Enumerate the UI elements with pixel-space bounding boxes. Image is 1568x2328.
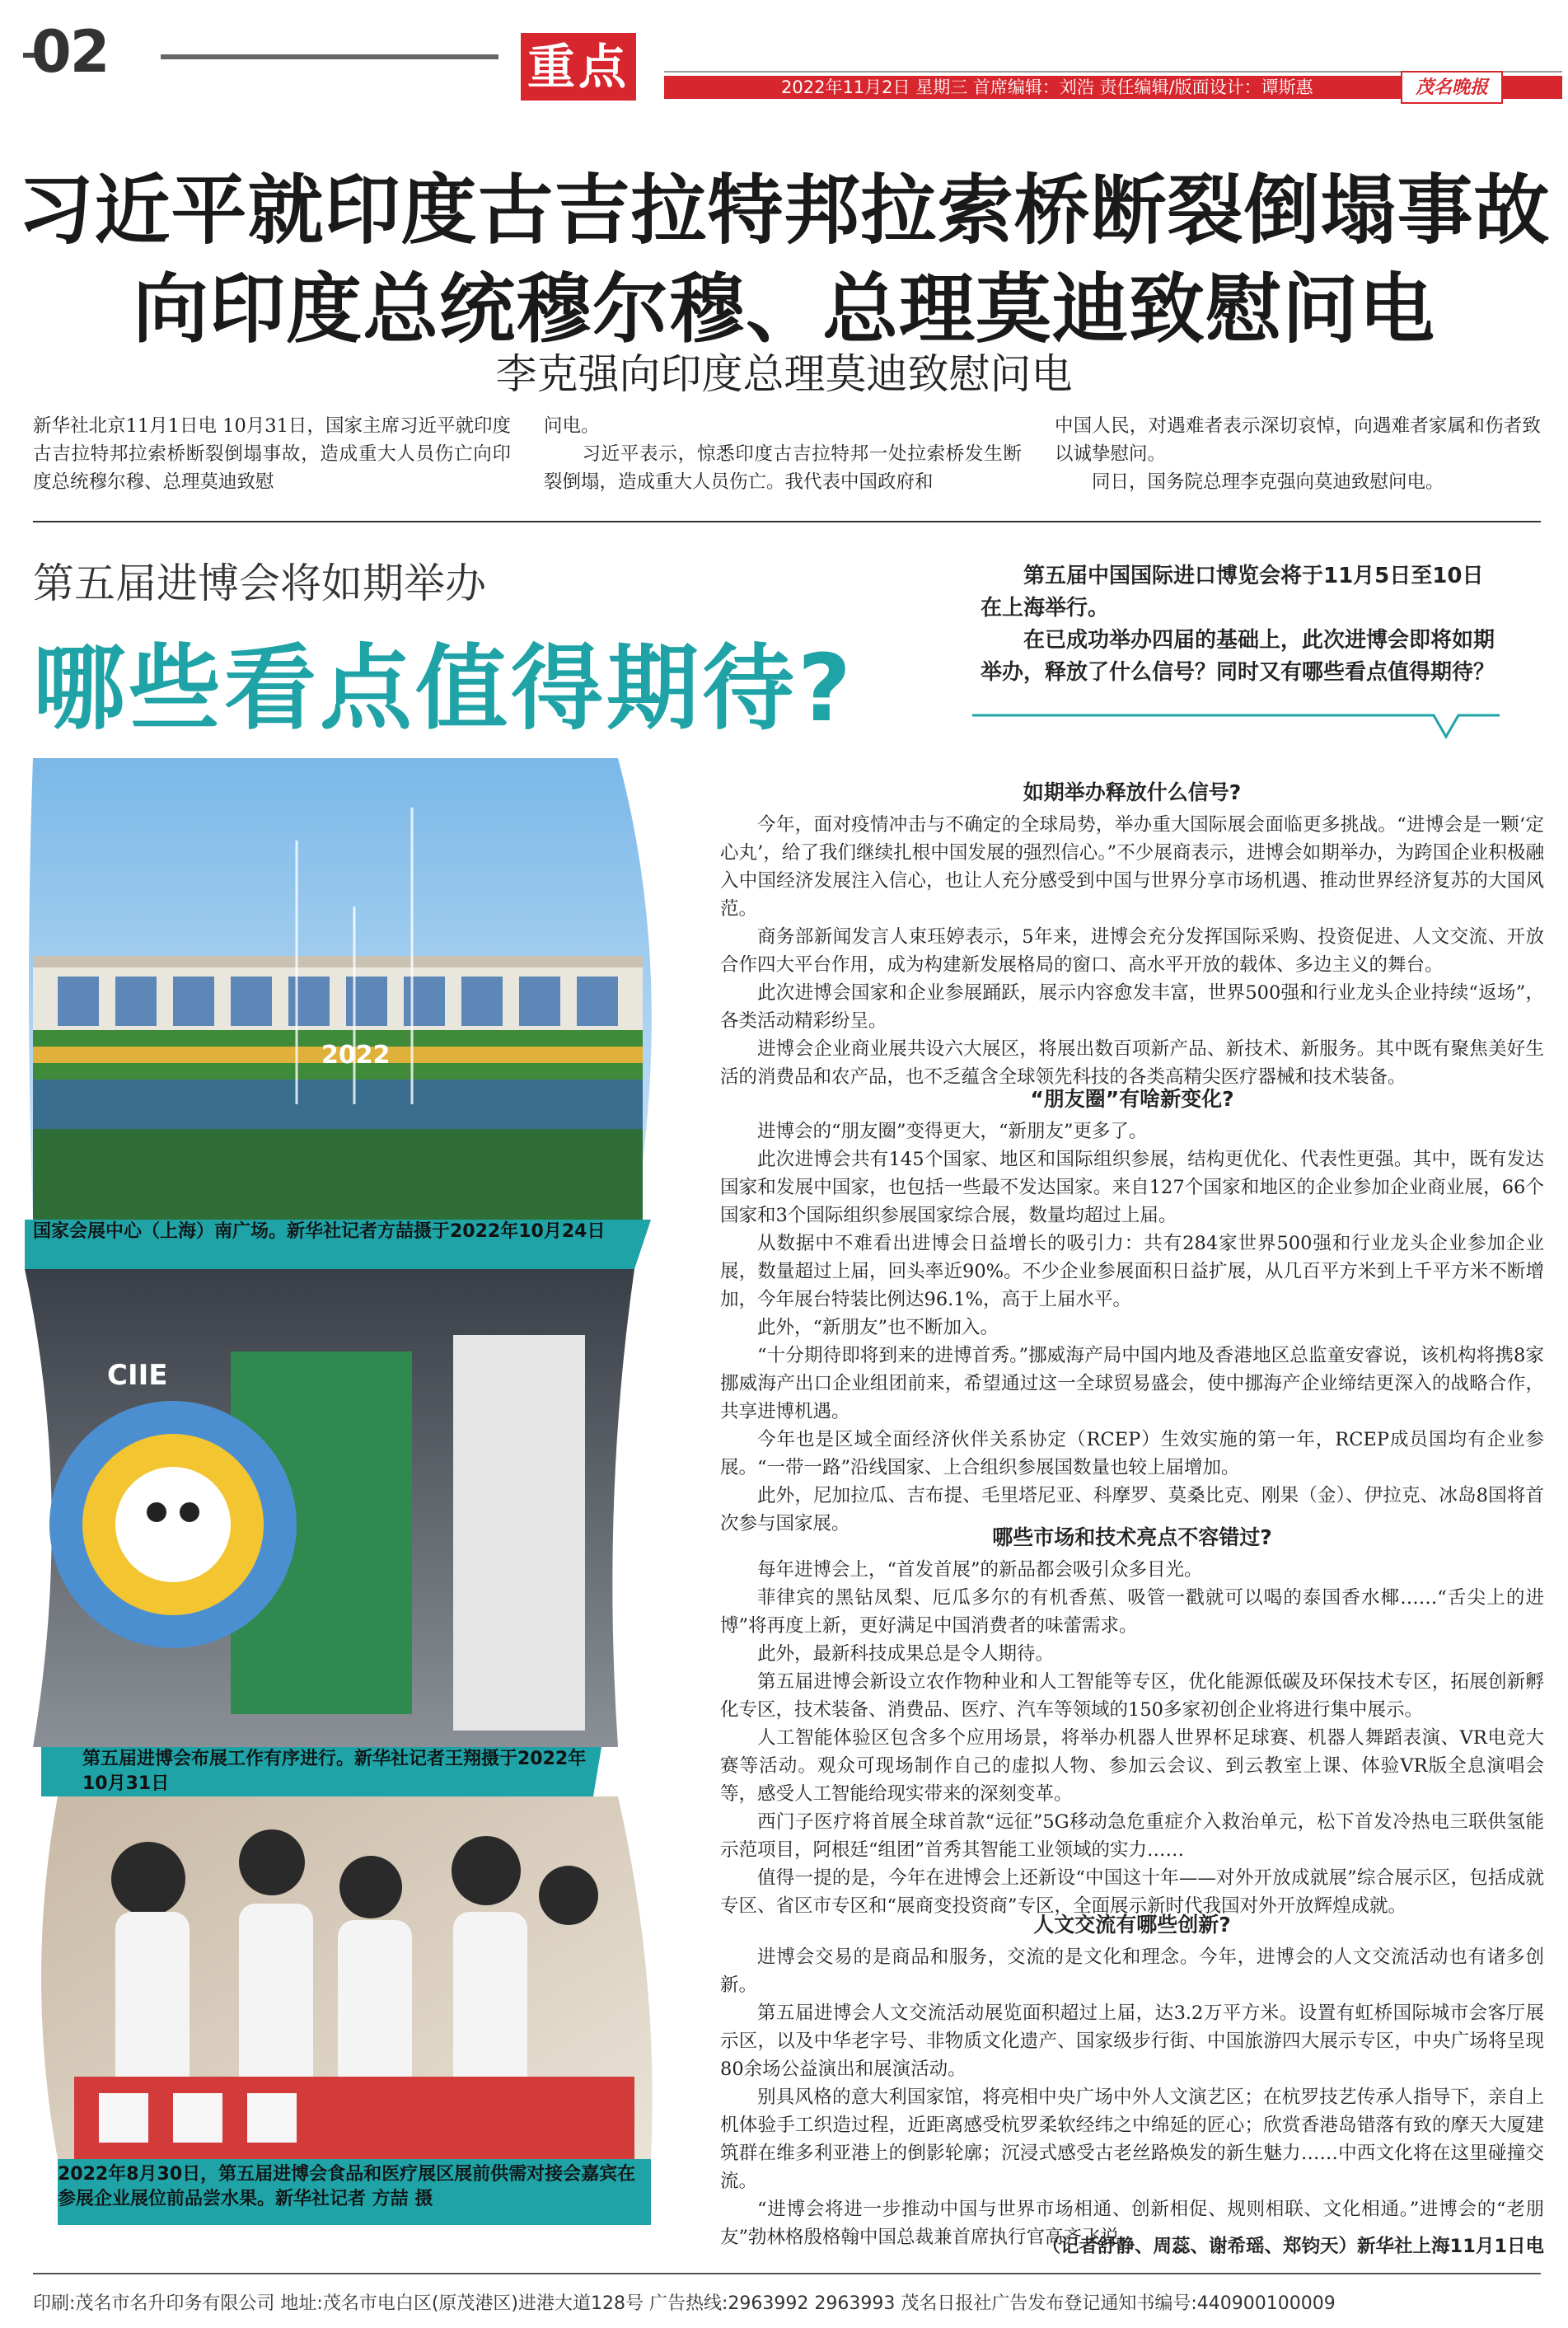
paragraph: 此外，尼加拉瓜、吉布提、毛里塔尼亚、科摩罗、莫桑比克、刚果（金）、伊拉克、冰岛8国将首次参与国家展。: [720, 1485, 1544, 1534]
paragraph: 第五届进博会人文交流活动展览面积超过上届，达3.2万平方米。设置有虹桥国际城市会客厅展示区，以及中华老字号、非物质文化遗产、国家级步行街、中国旅游四大展示专区，中央广场将呈现80余场公益演出和展演活动。: [720, 2002, 1544, 2080]
dateline: 2022年11月2日 星期三 首席编辑：刘浩 责任编辑/版面设计：谭斯惠: [781, 77, 1313, 97]
paragraph: 此次进博会共有145个国家、地区和国际组织参展，结构更优化、代表性更强。其中，既有发达国家和发展中国家，也包括一些最不发达国家。来自127个国家和地区的企业参加企业商业展，66个国家和3个国际组织参展国家综合展，数量均超过上届。: [720, 1149, 1544, 1226]
paragraph: 商务部新闻发言人束珏婷表示，5年来，进博会充分发挥国际采购、投资促进、人文交流、开放合作四大平台作用，成为构建新发展格局的窗口、高水平开放的载体、多边主义的舞台。: [720, 926, 1544, 976]
lead-column-2: 问电。 习近平表示，惊悉印度古吉拉特邦一处拉索桥发生断裂倒塌，造成重大人员伤亡。我代表中国政府和: [544, 415, 1022, 493]
section-badge: 重点: [521, 33, 636, 101]
section-body-culture: [720, 1943, 1544, 2251]
section-heading-signal: 如期举办释放什么信号?: [1023, 780, 1242, 804]
paragraph: 进博会交易的是商品和服务，交流的是文化和理念。今年，进博会的人文交流活动也有诸多创新。: [720, 1946, 1544, 1996]
paragraph: “十分期待即将到来的进博首秀。”挪威海产局中国内地及香港地区总监童安睿说，该机构将携8家挪威海产出口企业组团前来，希望通过这一全球贸易盛会，使中挪海产企业缔结更深入的战略合作，共享进博机遇。: [720, 1345, 1544, 1422]
story-divider: [33, 521, 1541, 522]
section-body-highlights: [720, 1556, 1544, 1920]
lead-headline-line2: 向印度总统穆尔穆、总理莫迪致慰问电: [132, 265, 1435, 354]
paragraph: 值得一提的是，今年在进博会上还新设“中国这十年——对外开放成就展”综合展示区，包括成就专区、省区市专区和“展商变投资商”专区，全面展示新时代我国对外开放辉煌成就。: [720, 1867, 1544, 1917]
footer-info: 印刷:茂名市名升印务有限公司 地址:茂名市电白区(原茂港区)进港大道128号 广告热线:2963992 2963993 茂名日报社广告发布登记通知书编号:440900100009: [33, 2293, 1336, 2314]
lead-subtitle: 李克强向印度总理莫迪致慰问电: [495, 350, 1073, 398]
expo-kicker: 第五届进博会将如期举办: [33, 560, 486, 607]
paragraph: 西门子医疗将首展全球首款“远征”5G移动急危重症介入救治单元，松下首发冷热电三联供氢能示范项目，阿根廷“组团”首秀其智能工业领域的实力……: [720, 1811, 1544, 1861]
paragraph: 此次进博会国家和企业参展踊跃，展示内容愈发丰富，世界500强和行业龙头企业持续“返场”，各类活动精彩纷呈。: [720, 982, 1544, 1032]
section-heading-friends: “朋友圈”有啥新变化?: [1030, 1087, 1234, 1111]
photo2-sign: CIIE: [107, 1359, 168, 1392]
newspaper-logo: [1401, 71, 1503, 104]
lead-headline-line1: 习近平就印度古吉拉特邦拉索桥断裂倒塌事故: [17, 166, 1551, 255]
photo-column: [25, 758, 684, 2258]
expo-headline: 哪些看点值得期待?: [33, 635, 854, 742]
paragraph: 进博会的“朋友圈”变得更大，“新朋友”更多了。: [757, 1121, 1148, 1142]
photo-food-expo: [41, 1796, 653, 2159]
photo-expo-center: [29, 758, 652, 1220]
logo-text: 茂名晚报: [1415, 77, 1488, 98]
masthead-rule: [161, 54, 498, 59]
paragraph: 进博会企业商业展共设六大展区，将展出数百项新产品、新技术、新服务。其中既有聚焦美好生活的消费品和农产品，也不乏蕴含全球领先科技的各类高精尖医疗器械和技术装备。: [720, 1038, 1544, 1088]
photo1-caption: 国家会展中心（上海）南广场。新华社记者方喆摄于2022年10月24日: [33, 1221, 606, 1242]
section-body-signal: [720, 811, 1544, 1091]
expo-intro: 第五届中国国际进口博览会将于11月5日至10日在上海举行。 在已成功举办四届的基础上，此次进博会即将如期举办，释放了什么信号？同时又有哪些看点值得期待？: [981, 564, 1495, 685]
footer-rule: [33, 2273, 1541, 2274]
intro-underline: [972, 709, 1508, 742]
paragraph: 别具风格的意大利国家馆，将亮相中央广场中外人文演艺区；在杭罗技艺传承人指导下，亲自上机体验手工织造过程，近距离感受杭罗柔软经纬之中绵延的匠心；欣赏香港岛错落有致的摩天大厦建筑群在维多利亚港上的倒影轮廓；沉浸式感受古老丝路焕发的新生魅力……中西文化将在这里碰撞交流。: [720, 2087, 1544, 2192]
paragraph: 菲律宾的黑钻凤梨、厄瓜多尔的有机香蕉、吸管一戳就可以喝的泰国香水椰……“舌尖上的进博”将再度上新，更好满足中国消费者的味蕾需求。: [720, 1587, 1544, 1637]
lead-column-3: 中国人民，对遇难者表示深切哀悼，向遇难者家属和伤者致以诚挚慰问。 同日，国务院总理李克强向莫迪致慰问电。: [1055, 415, 1541, 493]
paragraph: 每年进博会上，“首发首展”的新品都会吸引众多目光。: [757, 1559, 1203, 1581]
paragraph: 人工智能体验区包含多个应用场景，将举办机器人世界杯足球赛、机器人舞蹈表演、VR电竞大赛等活动。观众可现场制作自己的虚拟人物、参加云会议、到云教室上课、体验VR版全息演唱会等，感受人工智能给现实带来的深刻变革。: [720, 1727, 1544, 1805]
paragraph: 此外，最新科技成果总是令人期待。: [757, 1643, 1055, 1665]
paragraph: “进博会将进一步推动中国与世界市场相通、创新相促、规则相联、文化相通。”进博会的“老朋友”勃林格殷格翰中国总裁兼首席执行官高齐飞说。: [720, 2199, 1544, 2248]
photo3-caption: 2022年8月30日，第五届进博会食品和医疗展区展前供需对接会嘉宾在参展企业展位前品尝水果。新华社记者 方喆 摄: [58, 2164, 636, 2209]
photo1-sign: 2022: [321, 1041, 391, 1070]
paragraph: 今年，面对疫情冲击与不确定的全球局势，举办重大国际展会面临更多挑战。“进博会是一颗‘定心丸’，给了我们继续扎根中国发展的强烈信心。”不少展商表示，进博会如期举办，为跨国企业积极融入中国经济发展注入信心，也让人充分感受到中国与世界分享市场机遇、推动世界经济复苏的大国风范。: [720, 814, 1544, 920]
lead-column-1: 新华社北京11月1日电 10月31日，国家主席习近平就印度古吉拉特邦拉索桥断裂倒塌事故，造成重大人员伤亡向印度总统穆尔穆、总理莫迪致慰: [33, 415, 511, 493]
photo-expo-hall: [25, 1269, 634, 1747]
photo2-caption: 第五届进博会布展工作有序进行。新华社记者王翔摄于2022年10月31日: [82, 1749, 587, 1794]
byline: （记者舒静、周蕊、谢希瑶、郑钧天）新华社上海11月1日电: [1041, 2236, 1544, 2257]
section-heading-highlights: 哪些市场和技术亮点不容错过?: [992, 1525, 1272, 1549]
paragraph: 第五届进博会新设立农作物种业和人工智能等专区，优化能源低碳及环保技术专区，拓展创新孵化专区，技术装备、消费品、医疗、汽车等领域的150多家初创企业将进行集中展示。: [720, 1671, 1544, 1721]
page-number: 02: [31, 18, 109, 86]
paragraph: 从数据中不难看出进博会日益增长的吸引力：共有284家世界500强和行业龙头企业参加企业展，数量超过上届，回头率近90%。不少企业参展面积日益扩展，从几百平方米到上千平方米不断增加，今年展台特装比例达96.1%，高于上届水平。: [720, 1233, 1544, 1310]
paragraph: 今年也是区域全面经济伙伴关系协定（RCEP）生效实施的第一年，RCEP成员国均有企业参展。“一带一路”沿线国家、上合组织参展国数量也较上届增加。: [720, 1429, 1544, 1478]
paragraph: 此外，“新朋友”也不断加入。: [757, 1317, 999, 1338]
section-heading-culture: 人文交流有哪些创新?: [1033, 1913, 1231, 1937]
section-body-friends: [720, 1117, 1544, 1538]
